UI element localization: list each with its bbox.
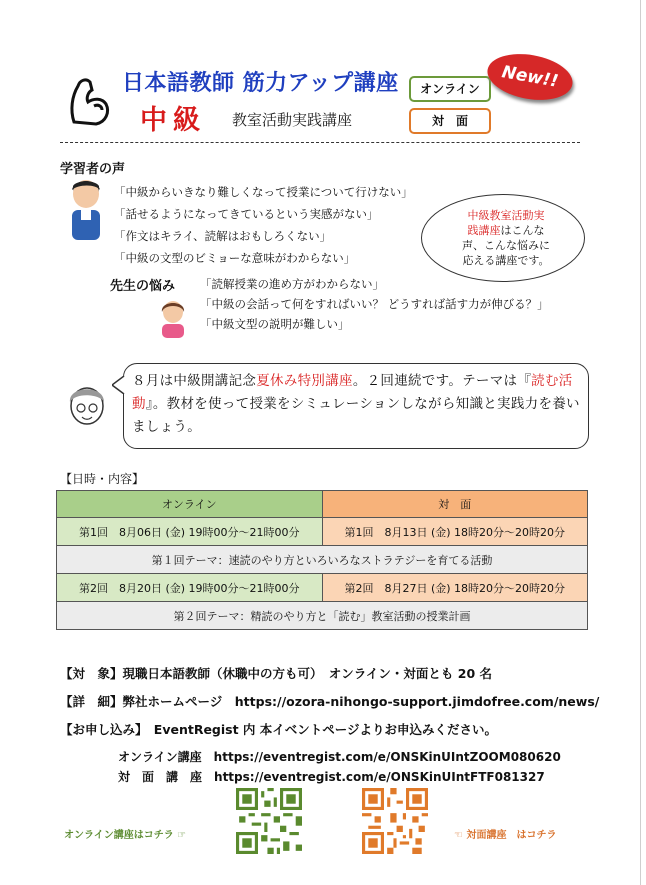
online-url-link[interactable]: https://eventregist.com/e/ONSKinUIntZOOM080620	[213, 750, 561, 764]
instructor-avatar-icon	[64, 380, 110, 434]
session2-online: 第2回 8月20日 (金) 19時00分～21時00分	[57, 574, 323, 602]
detail-link[interactable]: 弊社ホームページ https://ozora-nihongo-support.jimdofree.com/news/	[122, 694, 600, 709]
speech-tail	[112, 376, 126, 398]
new-badge: New!!	[484, 48, 576, 106]
learner-quote: 「中級の文型のビミョーな意味がわからない」	[114, 251, 356, 265]
learners-heading: 学習者の声	[60, 162, 126, 177]
page-edge-line	[640, 0, 641, 885]
session1-theme: 第１回テーマ：速読のやり方といろいろなストラテジーを育てる活動	[57, 546, 588, 574]
detail-row: 【詳 細】弊社ホームページ https://ozora-nihongo-support.jimdofree.com/news/	[60, 694, 600, 709]
title-level: 中級	[140, 105, 206, 136]
tag-face: 対 面	[409, 108, 491, 134]
face-qr-caption: ☜ 対面講座 はコチラ	[454, 830, 557, 841]
subtitle: 教室活動実践講座	[232, 111, 353, 129]
student-avatar-icon	[66, 178, 106, 250]
schedule-heading: 【日時・内容】	[60, 472, 145, 486]
teacher-quote: 「中級文型の説明が難しい」	[200, 317, 350, 331]
speech-oval-text: 中級教室活動実 践講座はこんな 声、こんな悩みに 応える講座です。	[462, 209, 550, 267]
teachers-heading: 先生の悩み	[110, 279, 176, 294]
col-online-header: オンライン	[57, 491, 323, 518]
tag-online: オンライン	[409, 76, 491, 102]
schedule-table	[56, 490, 588, 630]
session2-face: 第2回 8月27日 (金) 18時20分～20時20分	[322, 574, 588, 602]
online-qr-caption: オンライン講座はコチラ ☞	[64, 830, 187, 841]
target-row: 【対 象】現職日本語教師（休職中の方も可） オンライン・対面とも 20 名	[60, 666, 492, 681]
face-url-link[interactable]: https://eventregist.com/e/ONSKinUIntFTF081327	[214, 770, 545, 784]
col-face-header: 対 面	[322, 491, 588, 518]
learner-quote: 「作文はキライ、読解はおもしろくない」	[114, 229, 332, 243]
divider	[60, 142, 580, 143]
muscle-arm-icon	[66, 70, 114, 132]
face-url-row: 対 面 講 座 https://eventregist.com/e/ONSKinUIntFTF081327	[118, 770, 545, 784]
online-qr-code[interactable]	[236, 788, 302, 854]
session1-online: 第1回 8月06日 (金) 19時00分～21時00分	[57, 518, 323, 546]
teacher-quote: 「中級の会話って何をすればいい？ どうすれば話す力が伸びる？」	[200, 297, 549, 311]
face-qr-code[interactable]	[362, 788, 428, 854]
apply-row: 【お申し込み】 EventRegist 内 本イベントページよりお申込みください。	[60, 722, 498, 737]
learner-quote: 「中級からいきなり難しくなって授業について行けない」	[114, 185, 413, 199]
session2-theme: 第２回テーマ：精読のやり方と「読む」教室活動の授業計画	[57, 602, 588, 630]
teacher-quote: 「読解授業の進め方がわからない」	[200, 277, 384, 291]
announcement-text: ８月は中級開講記念夏休み特別講座。２回連続です。テーマは『読む活動』。教材を使って授業をシミュレーションしながら知識と実践力を養いましょう。	[132, 373, 580, 435]
session1-face: 第1回 8月13日 (金) 18時20分～20時20分	[322, 518, 588, 546]
learner-quote: 「話せるようになってきているという実感がない」	[114, 207, 379, 221]
online-url-row: オンライン講座 https://eventregist.com/e/ONSKinUIntZOOM080620	[118, 750, 561, 764]
teacher-avatar-icon	[158, 298, 188, 342]
title-line1: 日本語教師 筋力アップ講座	[122, 71, 399, 96]
